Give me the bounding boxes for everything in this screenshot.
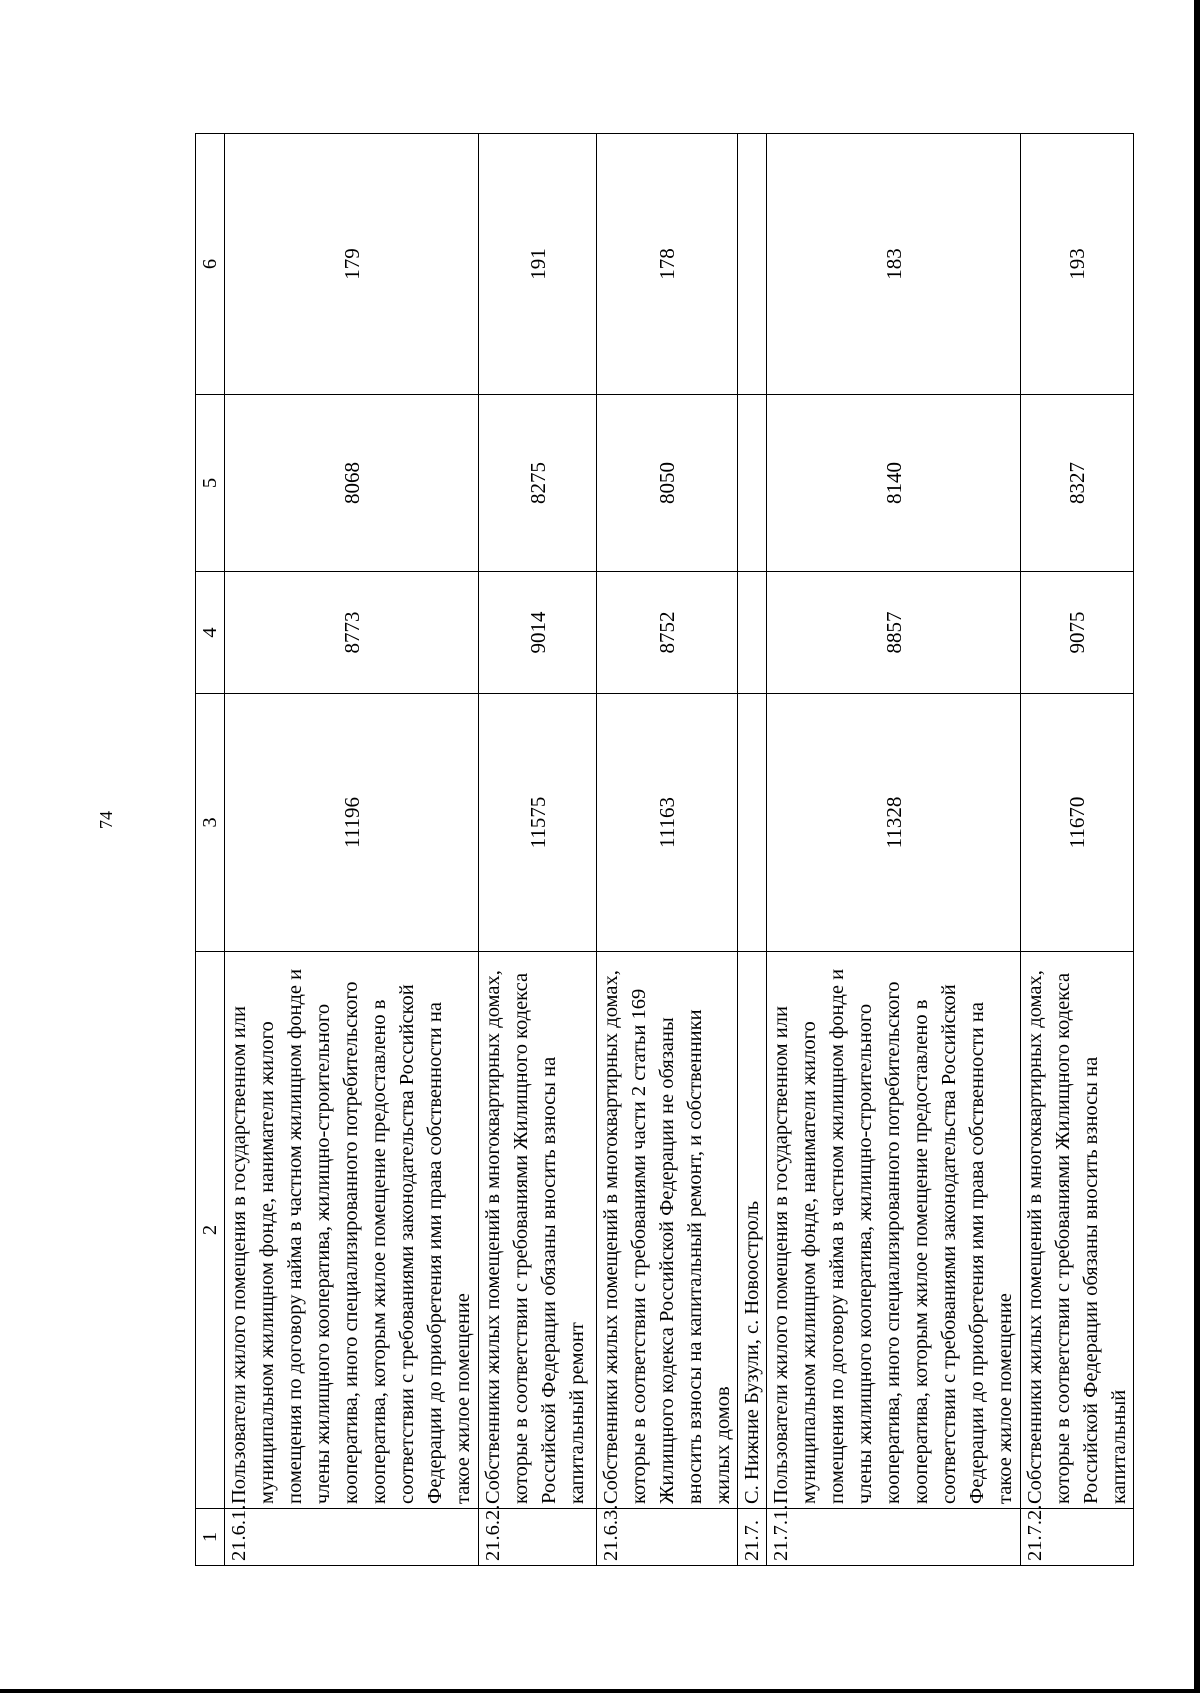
cell-col3 [738,694,767,952]
cell-col5: 8327 [1021,395,1134,572]
table-row [767,134,1021,1566]
page-number: 74 [96,811,116,829]
cell-col6: 191 [479,134,597,395]
row-code: 21.6.3. [597,1509,738,1566]
scan-edge-bottom [0,1689,1200,1693]
cell-col4: 9014 [479,572,597,694]
row-description: Собственники жилых помещений в многоквартирных домах, которые в соответствии с требованиями части 2 статьи 169 Жилищного кодекса Российской Федерации не обязаны вносить взносы на капитальный ремонт, и собственники жилых домов [597,952,738,1509]
row-description: С. Нижние Бузули, с. Новоостроль [738,952,767,1509]
cell-col6: 178 [597,134,738,395]
column-header: 5 [196,395,225,572]
cell-col3: 11196 [225,694,479,952]
column-header: 6 [196,134,225,395]
cell-col5: 8275 [479,395,597,572]
column-header: 3 [196,694,225,952]
cell-col6: 193 [1021,134,1134,395]
cell-col5: 8050 [597,395,738,572]
table-row [738,134,767,1566]
row-code: 21.7.2. [1021,1509,1134,1566]
column-header: 2 [196,952,225,1509]
row-code: 21.6.2. [479,1509,597,1566]
table-row [597,134,738,1566]
row-code: 21.7. [738,1509,767,1566]
column-header: 4 [196,572,225,694]
cell-col4: 8857 [767,572,1021,694]
table-row [479,134,597,1566]
row-description: Собственники жилых помещений в многоквартирных домах, которые в соответствии с требованиями Жилищного кодекса Российской Федерации обязаны вносить взносы на капитальный [1021,952,1134,1509]
cell-col6: 179 [225,134,479,395]
cell-col4: 8752 [597,572,738,694]
cell-col4: 8773 [225,572,479,694]
row-description: Собственники жилых помещений в многоквартирных домах, которые в соответствии с требованиями Жилищного кодекса Российской Федерации обязаны вносить взносы на капитальный ремонт [479,952,597,1509]
table-header-row [196,134,225,1566]
table-row [225,134,479,1566]
cell-col4: 9075 [1021,572,1134,694]
rotated-table-container [195,134,1130,1566]
scan-edge-right [1194,0,1200,1693]
cell-col6: 183 [767,134,1021,395]
row-code: 21.6.1. [225,1509,479,1566]
cell-col6 [738,134,767,395]
row-description: Пользователи жилого помещения в государственном или муниципальном жилищном фонде, наниматели жилого помещения по договору найма в частном жилищном фонде и члены жилищного кооператива, жилищно-строительного кооператива, иного специализированного потребительского кооператива, которым жилое помещение предоставлено в соответствии с требованиями законодательства Российской Федерации до приобретения ими права собственности на такое жилое помещение [225,952,479,1509]
table-row [1021,134,1134,1566]
cell-col3: 11163 [597,694,738,952]
tariff-table [195,133,1134,1566]
row-code: 21.7.1. [767,1509,1021,1566]
cell-col3: 11328 [767,694,1021,952]
cell-col4 [738,572,767,694]
cell-col5: 8140 [767,395,1021,572]
cell-col3: 11575 [479,694,597,952]
cell-col5 [738,395,767,572]
column-header: 1 [196,1509,225,1566]
cell-col3: 11670 [1021,694,1134,952]
row-description: Пользователи жилого помещения в государственном или муниципальном жилищном фонде, наниматели жилого помещения по договору найма в частном жилищном фонде и члены жилищного кооператива, жилищно-строительного кооператива, иного специализированного потребительского кооператива, которым жилое помещение предоставлено в соответствии с требованиями законодательства Российской Федерации до приобретения ими права собственности на такое жилое помещение [767,952,1021,1509]
cell-col5: 8068 [225,395,479,572]
